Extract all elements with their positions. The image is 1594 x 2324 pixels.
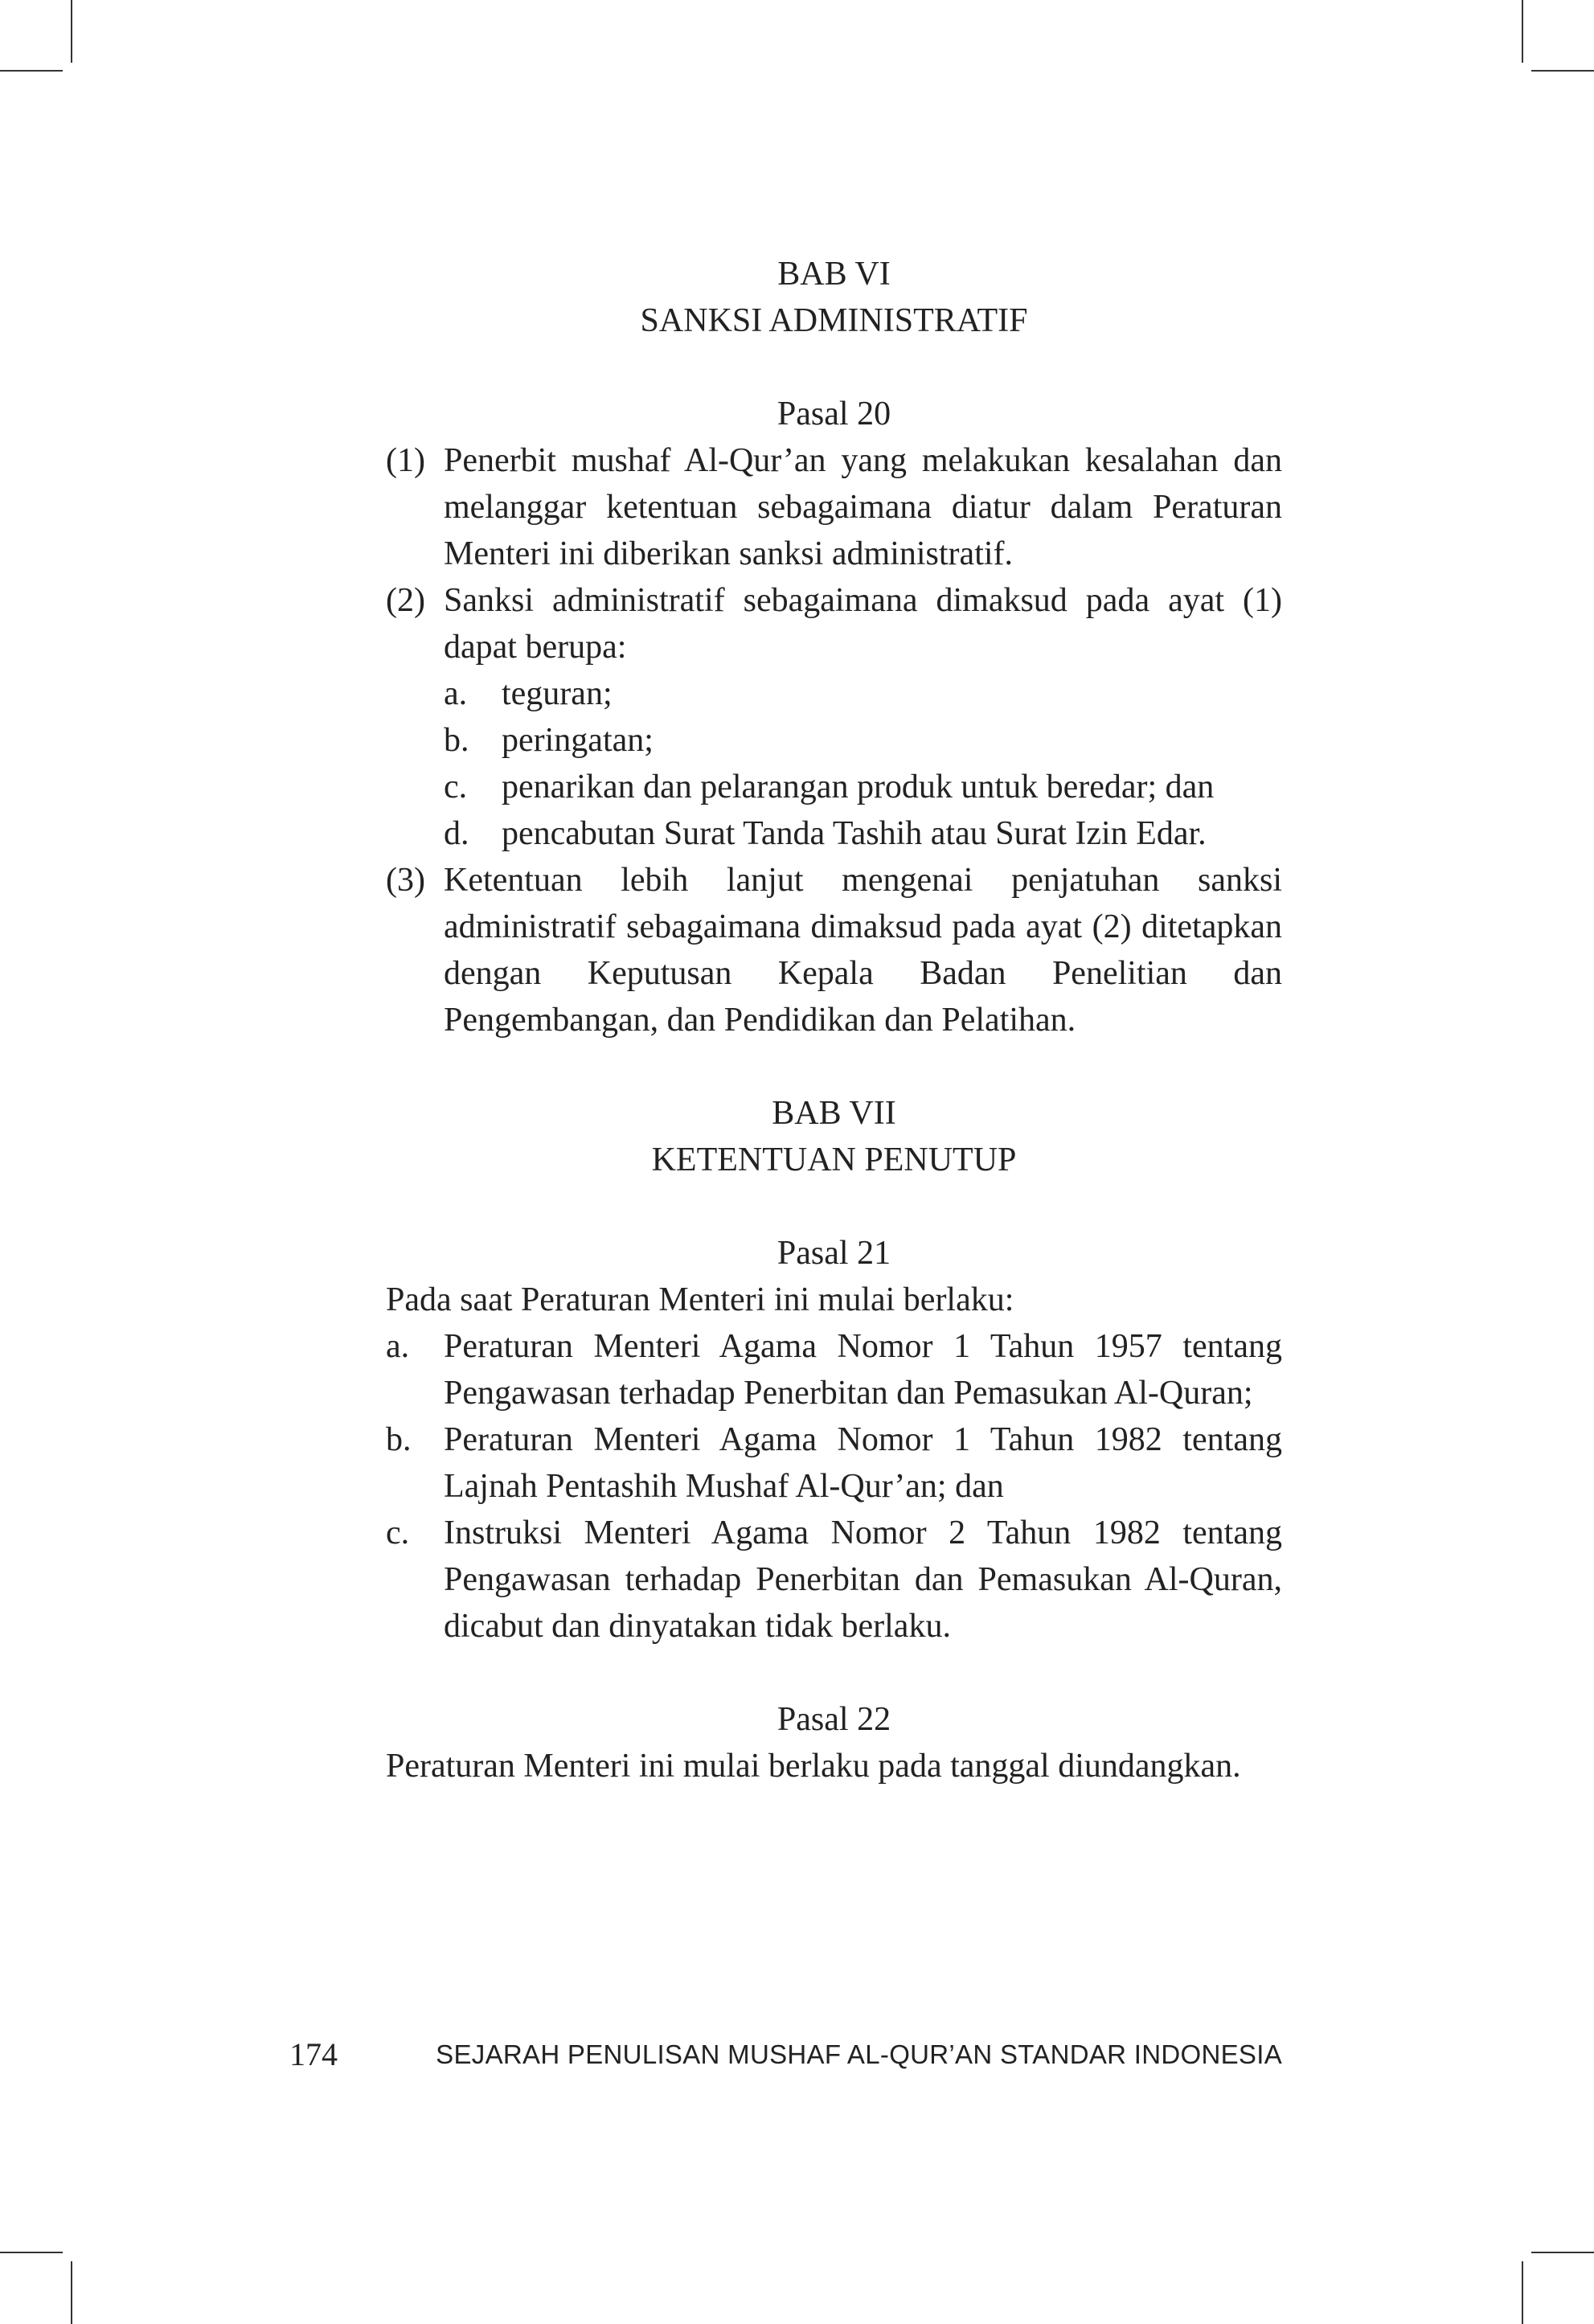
chapter7-title: KETENTUAN PENUTUP xyxy=(651,1142,1017,1178)
pasal21-heading: Pasal 21 xyxy=(777,1235,891,1272)
crop-mark-top-left-h xyxy=(0,70,63,72)
pasal20-item-1 xyxy=(386,437,1282,577)
chapter6-title: SANKSI ADMINISTRATIF xyxy=(640,302,1028,339)
subitem-marker: c. xyxy=(444,769,468,805)
crop-mark-top-right-h xyxy=(1531,70,1594,72)
subitem-marker: a. xyxy=(444,675,468,712)
page-number: 174 xyxy=(289,2036,338,2072)
item-text: Peraturan Menteri Agama Nomor 1 Tahun 1957 tentang Pengawasan terhadap Penerbitan dan Pemasukan Al-Quran; xyxy=(444,1328,1282,1412)
subitem-text: teguran; xyxy=(502,675,613,712)
pasal21-intro: Pada saat Peraturan Menteri ini mulai berlaku: xyxy=(386,1281,1014,1318)
running-footer-title: SEJARAH PENULISAN MUSHAF AL-QUR’AN STANDAR INDONESIA xyxy=(436,2039,1282,2069)
crop-mark-bottom-left-v xyxy=(71,2261,72,2324)
item-marker: (1) xyxy=(386,442,425,479)
subitem-text: penarikan dan pelarangan produk untuk beredar; dan xyxy=(502,769,1215,805)
pasal20-item-3 xyxy=(386,857,1282,1043)
subitem-marker: b. xyxy=(444,722,469,759)
item-text: Sanksi administratif sebagaimana dimaksud pada ayat (1) dapat berupa: xyxy=(444,582,1282,666)
pasal22-heading: Pasal 22 xyxy=(777,1701,891,1738)
item-text: Penerbit mushaf Al-Qur’an yang melakukan kesalahan dan melanggar ketentuan sebagaimana diatur dalam Peraturan Menteri ini diberikan sanksi administratif. xyxy=(444,442,1282,572)
pasal21-item-c xyxy=(386,1510,1282,1650)
pasal20-subitem-d xyxy=(444,810,1282,857)
crop-mark-top-left-v xyxy=(71,0,72,63)
subitem-text: pencabutan Surat Tanda Tashih atau Surat Izin Edar. xyxy=(502,815,1207,852)
subitem-text: peringatan; xyxy=(502,722,654,759)
pasal21-item-a xyxy=(386,1323,1282,1416)
item-marker: (2) xyxy=(386,582,425,619)
item-text: Instruksi Menteri Agama Nomor 2 Tahun 1982 tentang Pengawasan terhadap Penerbitan dan Pemasukan Al-Quran, dicabut dan dinyatakan tidak berlaku. xyxy=(444,1514,1282,1645)
crop-mark-bottom-right-h xyxy=(1531,2252,1594,2253)
item-text: Peraturan Menteri Agama Nomor 1 Tahun 1982 tentang Lajnah Pentashih Mushaf Al-Qur’an; dan xyxy=(444,1421,1282,1505)
item-text: Ketentuan lebih lanjut mengenai penjatuhan sanksi administratif sebagaimana dimaksud pada ayat (2) ditetapkan dengan Keputusan Kepala Badan Penelitian dan Pengembangan, dan Pendidikan dan Pelatihan. xyxy=(444,862,1282,1039)
item-marker: (3) xyxy=(386,862,425,899)
item-marker: a. xyxy=(386,1328,410,1365)
pasal20-subitem-b xyxy=(444,717,1282,764)
pasal20-subitem-c xyxy=(444,764,1282,810)
pasal20-subitem-a xyxy=(444,670,1282,717)
crop-mark-bottom-right-v xyxy=(1522,2261,1523,2324)
crop-mark-top-right-v xyxy=(1522,0,1523,63)
item-marker: b. xyxy=(386,1421,412,1458)
pasal21-item-b xyxy=(386,1416,1282,1510)
item-marker: c. xyxy=(386,1514,410,1551)
pasal20-heading: Pasal 20 xyxy=(777,396,891,432)
crop-mark-bottom-left-h xyxy=(0,2252,63,2253)
pasal22-text: Peraturan Menteri ini mulai berlaku pada tanggal diundangkan. xyxy=(386,1748,1241,1785)
page-body xyxy=(386,251,1282,1789)
chapter6-heading: BAB VI xyxy=(777,256,891,293)
subitem-marker: d. xyxy=(444,815,469,852)
chapter7-heading: BAB VII xyxy=(772,1095,896,1132)
pasal20-item-2 xyxy=(386,577,1282,670)
